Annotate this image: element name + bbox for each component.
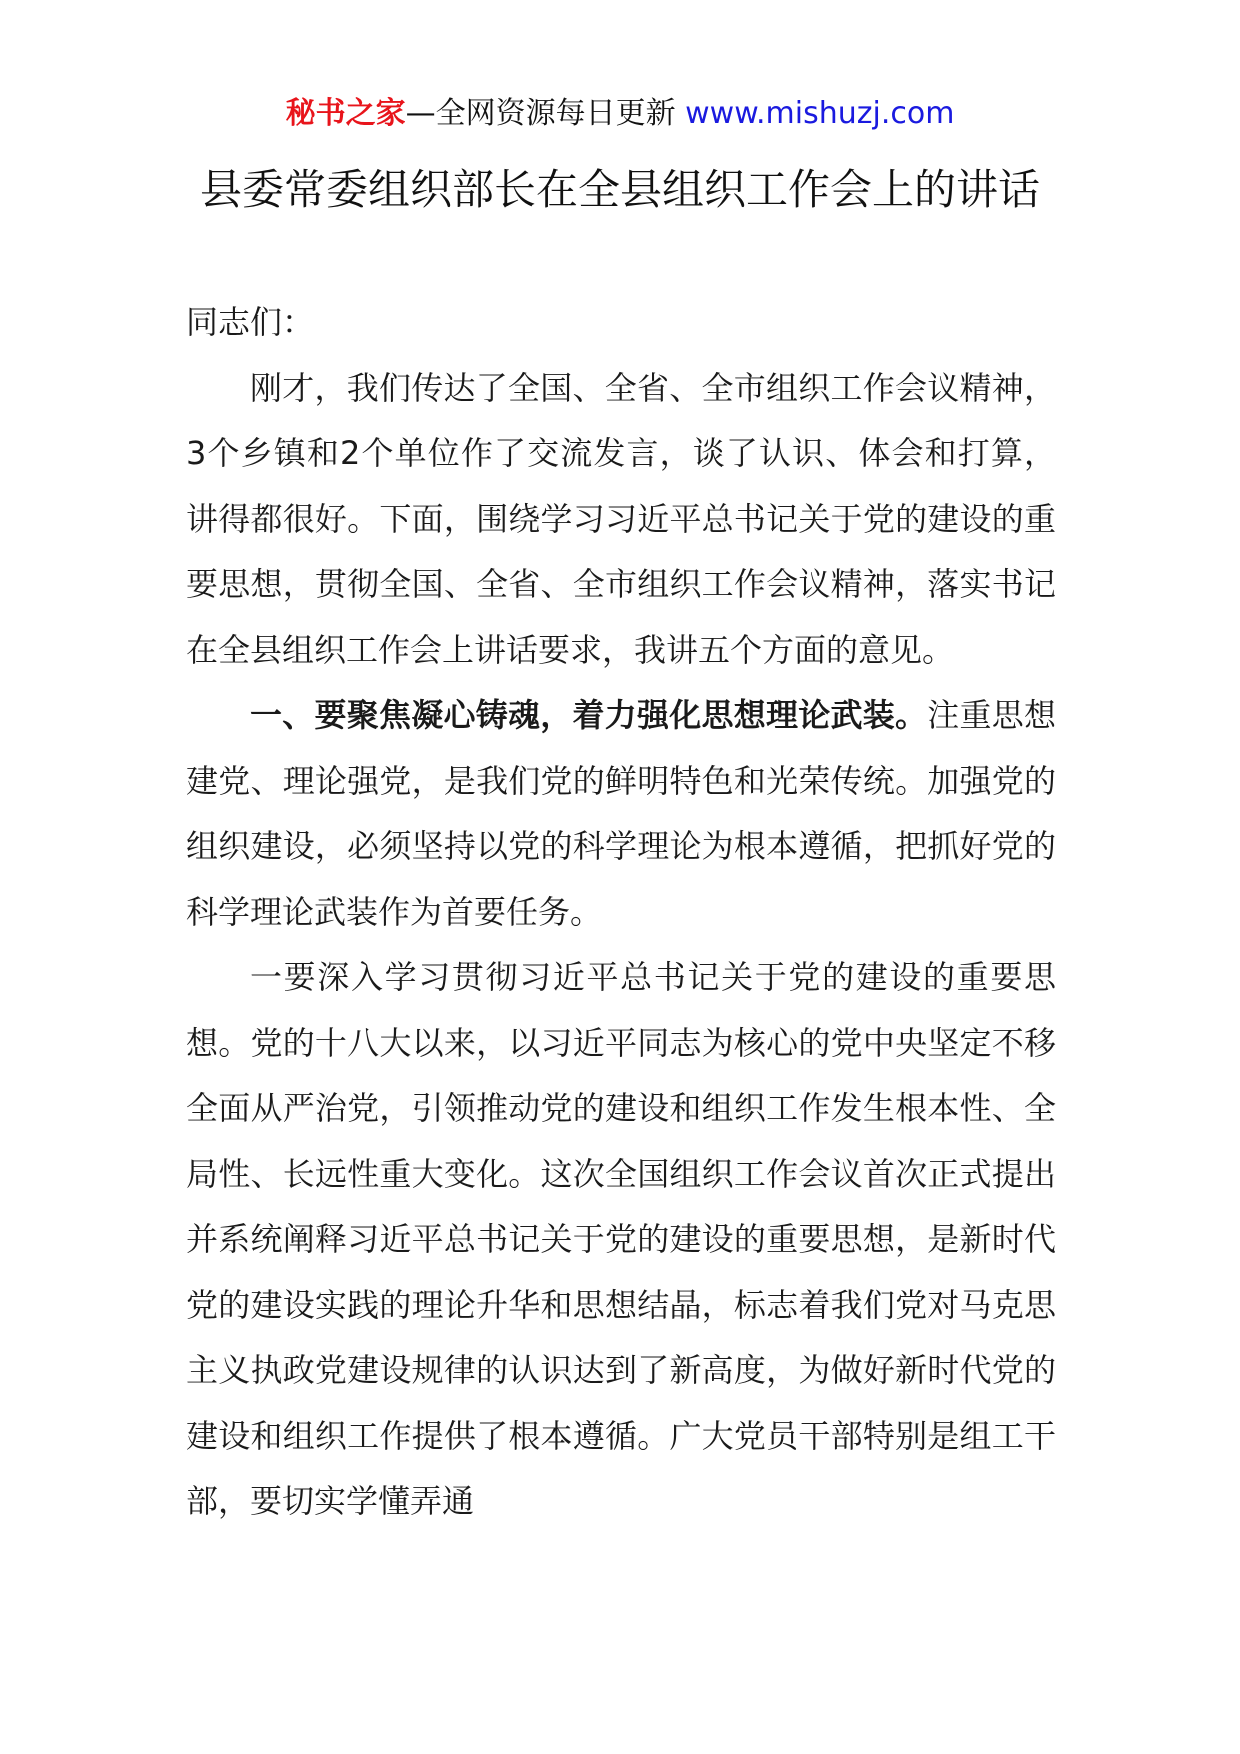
- site-url-link[interactable]: www.mishuzj.com: [685, 96, 955, 131]
- section-body: 注重思想建党、理论强党，是我们党的鲜明特色和光荣传统。加强党的组织建设，必须坚持以党的科学理论为根本遵循，把抓好党的科学理论武装作为首要任务。: [186, 696, 1056, 931]
- paragraph-section-one: [186, 683, 1056, 945]
- header-tagline: —全网资源每日更新: [405, 96, 676, 131]
- paragraph-intro: 刚才，我们传达了全国、全省、全市组织工作会议精神，3个乡镇和2个单位作了交流发言，谈了认识、体会和打算，讲得都很好。下面，围绕学习习近平总书记关于党的建设的重要思想，贯彻全国、全省、全市组织工作会议精神，落实书记在全县组织工作会上讲话要求，我讲五个方面的意见。: [186, 368, 1056, 669]
- site-header: [0, 92, 1240, 136]
- section-heading: 一、要聚焦凝心铸魂，着力强化思想理论武装。: [250, 696, 928, 734]
- salutation: 同志们：: [186, 303, 315, 341]
- document-body: [186, 290, 1056, 1535]
- brand-name: 秘书之家: [285, 96, 406, 131]
- document-title: 县委常委组织部长在全县组织工作会上的讲话: [199, 165, 1040, 214]
- paragraph-point-one: 一要深入学习贯彻习近平总书记关于党的建设的重要思想。党的十八大以来，以习近平同志为核心的党中央坚定不移全面从严治党，引领推动党的建设和组织工作发生根本性、全局性、长远性重大变化。这次全国组织工作会议首次正式提出并系统阐释习近平总书记关于党的建设的重要思想，是新时代党的建设实践的理论升华和思想结晶，标志着我们党对马克思主义执政党建设规律的认识达到了新高度，为做好新时代党的建设和组织工作提供了根本遵循。广大党员干部特别是组工干部，要切实学懂弄通: [186, 958, 1056, 1520]
